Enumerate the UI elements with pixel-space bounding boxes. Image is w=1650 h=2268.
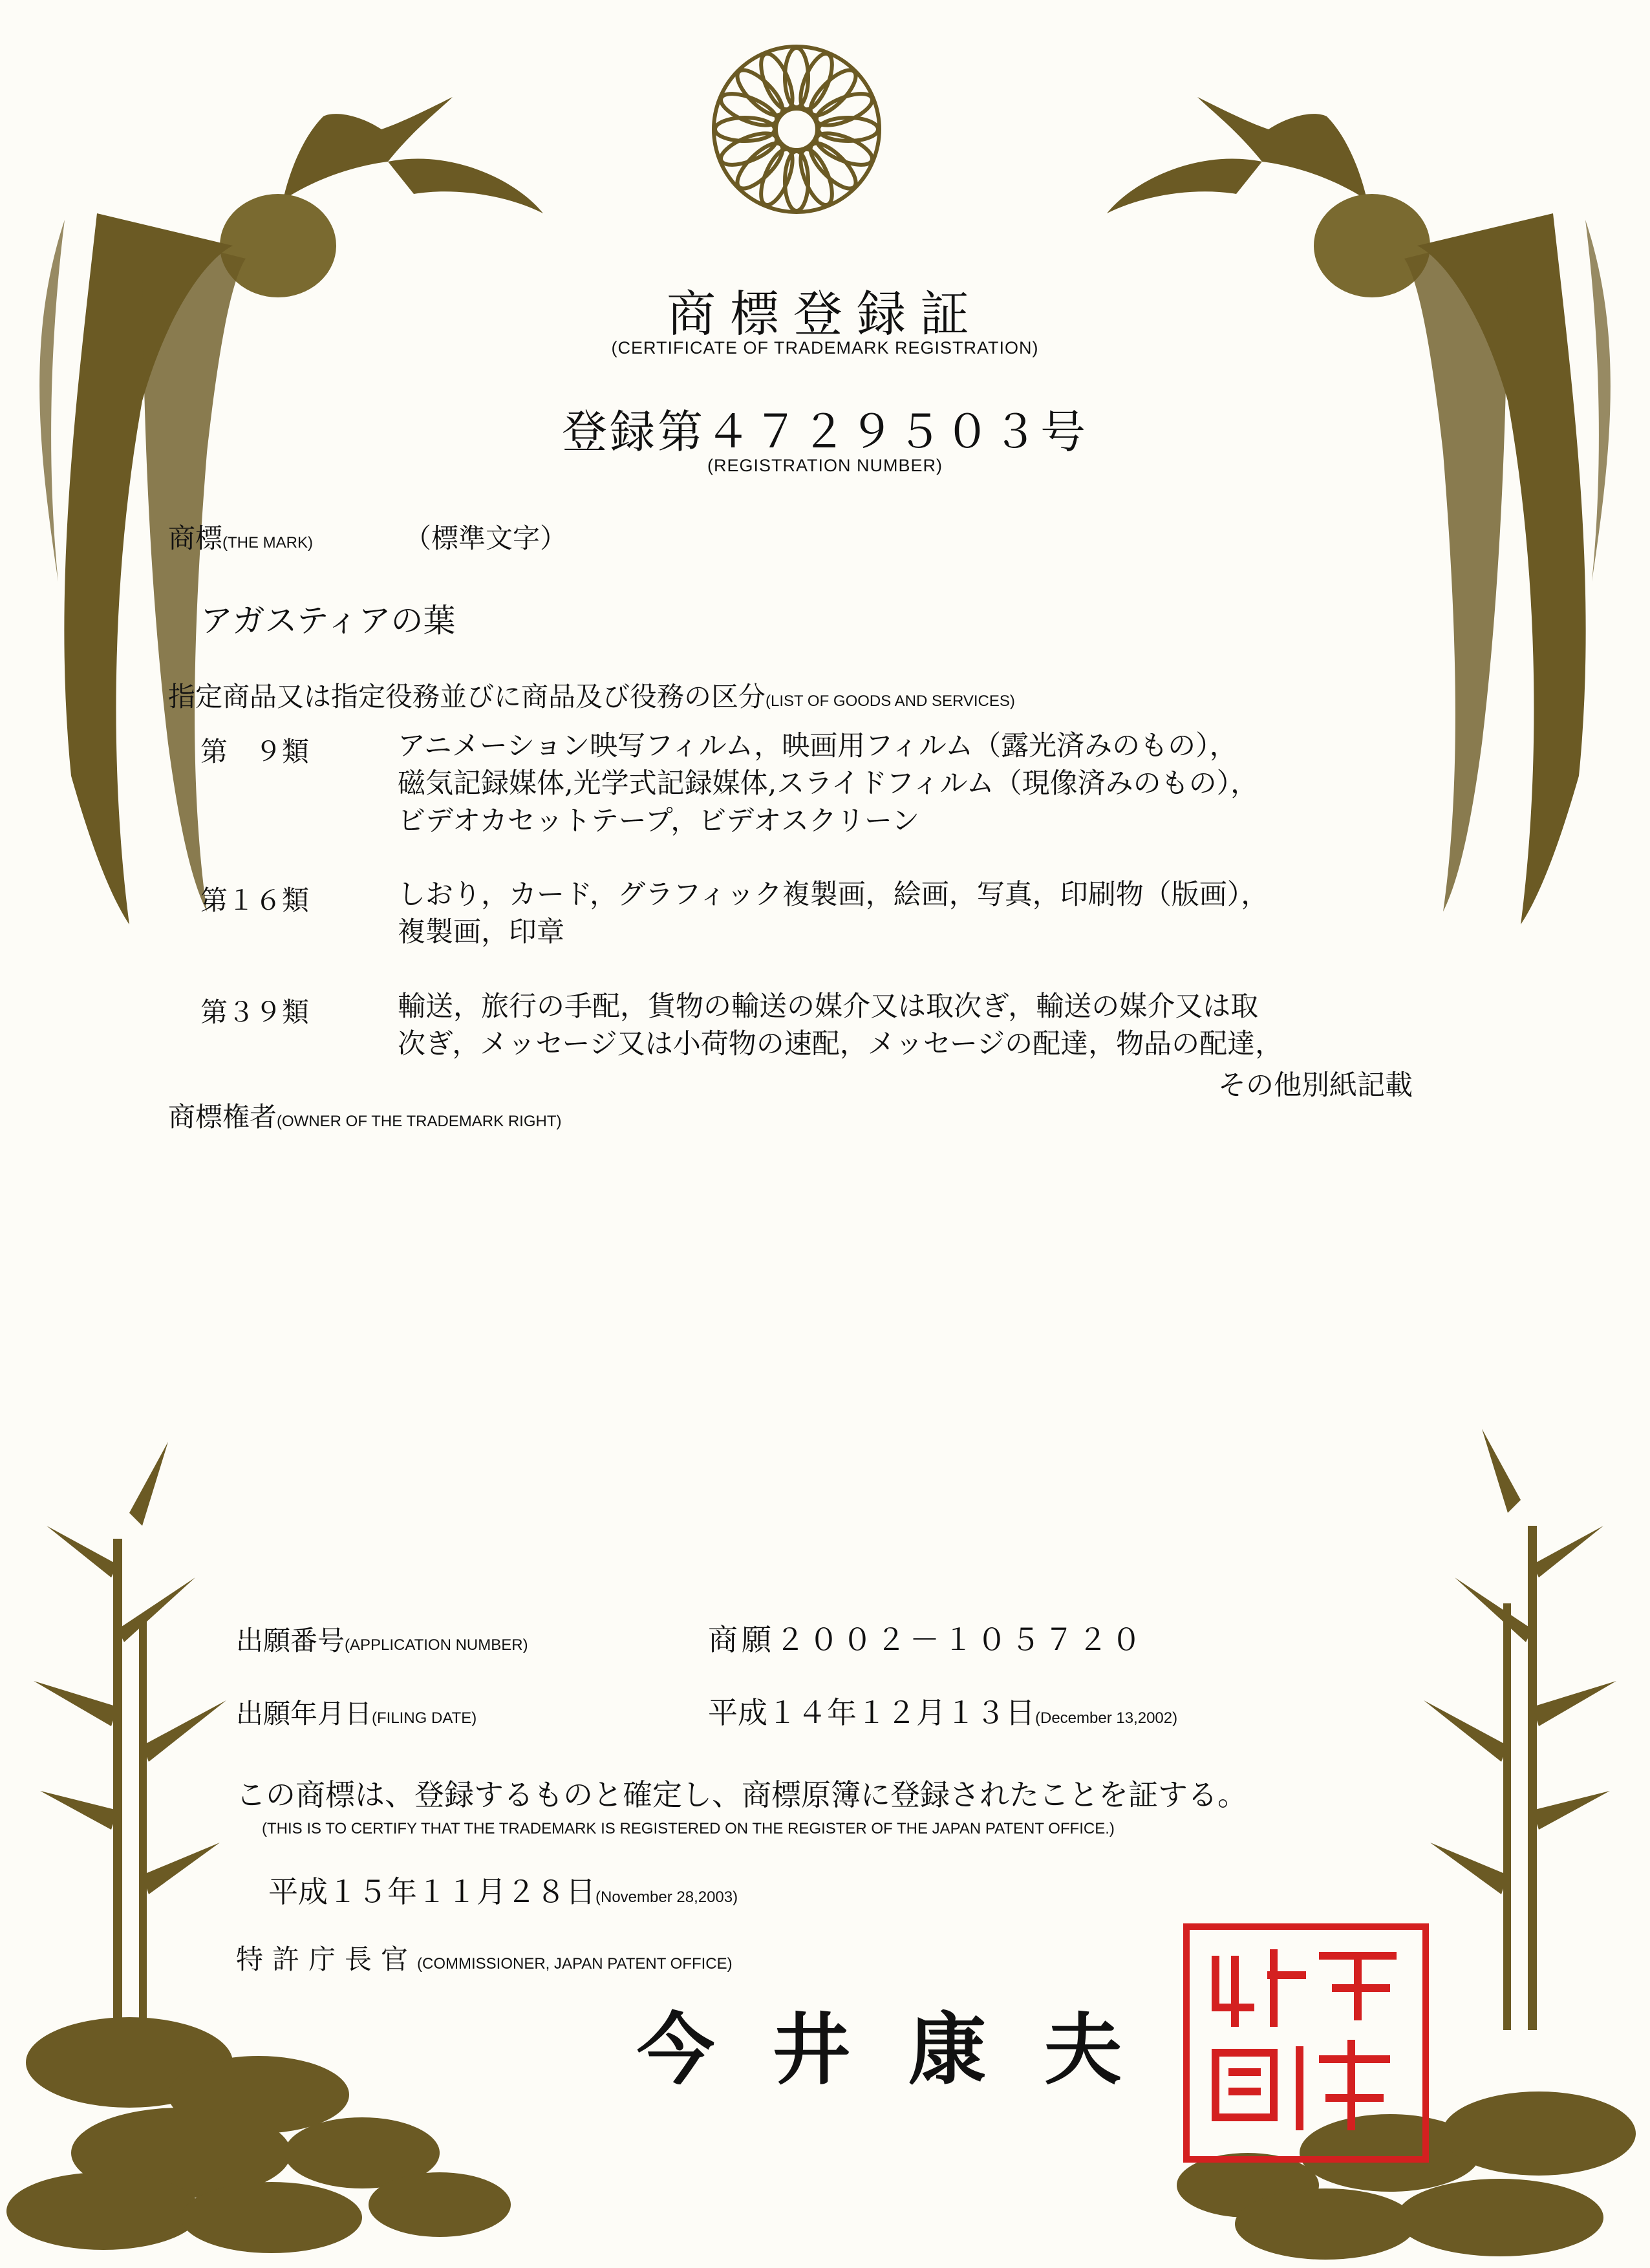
owner-label-en: (OWNER OF THE TRADEMARK RIGHT) bbox=[277, 1113, 562, 1130]
certification-date: 平成１５年１１月２８日 bbox=[268, 1874, 595, 1909]
goods-line: しおり，カード，グラフィック複製画，絵画，写真，印刷物（版画）， bbox=[398, 879, 1269, 911]
certificate-title-en: (CERTIFICATE OF TRADEMARK REGISTRATION) bbox=[611, 338, 1039, 358]
class-goods-list bbox=[398, 988, 1639, 1063]
registration-number: 登録第４７２９５０３号 bbox=[562, 405, 1088, 458]
right-bamboo-icon bbox=[1424, 1429, 1616, 2030]
goods-line: アニメーション映写フィルム，映画用フィルム（露光済みのもの）， bbox=[398, 730, 1238, 762]
commissioner-signature: 今井康夫 bbox=[637, 2004, 1180, 2095]
mark-type: （標準文字） bbox=[404, 522, 568, 554]
application-number-label: 出願番号 bbox=[236, 1625, 345, 1656]
certification-date-en: (November 28,2003) bbox=[595, 1888, 738, 1906]
filing-date-value-en: (December 13,2002) bbox=[1035, 1709, 1178, 1727]
commissioner-label-en: (COMMISSIONER, JAPAN PATENT OFFICE) bbox=[417, 1955, 733, 1973]
owner-row bbox=[168, 1096, 561, 1135]
official-seal bbox=[1183, 1923, 1429, 2163]
certificate-title: 商標登録証 bbox=[667, 285, 983, 343]
class-goods-list bbox=[398, 876, 1639, 951]
mark-label-row bbox=[168, 517, 313, 556]
filing-date-label-en: (FILING DATE) bbox=[372, 1709, 477, 1727]
registration-number-en: (REGISTRATION NUMBER) bbox=[707, 456, 943, 475]
application-number-value: 商願２００２－１０５７２０ bbox=[708, 1622, 1145, 1657]
commissioner-label: 特許庁長官 bbox=[236, 1943, 418, 1975]
class-label: 第１６類 bbox=[200, 884, 310, 916]
filing-date-value-row bbox=[708, 1689, 1177, 1732]
application-number-row bbox=[236, 1620, 528, 1658]
certification-statement-en: (THIS IS TO CERTIFY THAT THE TRADEMARK IS REGISTERED ON THE REGISTER OF THE JAPAN PATENT OFFICE.) bbox=[262, 1820, 1115, 1837]
mark-label: 商標 bbox=[168, 522, 223, 554]
goods-heading: 指定商品又は指定役務並びに商品及び役務の区分 bbox=[168, 681, 766, 712]
filing-date-row bbox=[236, 1693, 477, 1731]
commissioner-row bbox=[236, 1938, 733, 1977]
certification-statement: この商標は、登録するものと確定し、商標原簿に登録されたことを証する。 bbox=[236, 1777, 1247, 1812]
owner-label: 商標権者 bbox=[168, 1101, 277, 1133]
class-goods-list bbox=[398, 727, 1639, 840]
goods-line: 複製画，印章 bbox=[398, 916, 564, 948]
seal-pattern-icon bbox=[1190, 1930, 1422, 2156]
filing-date-label: 出願年月日 bbox=[236, 1698, 372, 1729]
goods-remainder: その他別紙記載 bbox=[1218, 1069, 1413, 1102]
class-label: 第 ９類 bbox=[200, 736, 310, 767]
class-label: 第３９類 bbox=[200, 996, 310, 1028]
left-bamboo-icon bbox=[34, 1442, 226, 2030]
goods-line: 次ぎ，メッセージ又は小荷物の速配，メッセージの配達，物品の配達， bbox=[398, 1028, 1283, 1060]
goods-line: 輸送，旅行の手配，貨物の輸送の媒介又は取次ぎ，輸送の媒介又は取 bbox=[398, 990, 1259, 1023]
goods-heading-row bbox=[168, 676, 1015, 714]
bottom-left-foliage-icon bbox=[6, 2017, 511, 2253]
application-number-label-en: (APPLICATION NUMBER) bbox=[345, 1636, 528, 1654]
filing-date-value: 平成１４年１２月１３日 bbox=[708, 1695, 1035, 1730]
mark-label-en: (THE MARK) bbox=[222, 534, 314, 551]
goods-line: ビデオカセットテープ，ビデオスクリーン bbox=[398, 805, 920, 837]
mark-value: アガスティアの葉 bbox=[200, 602, 456, 639]
goods-heading-en: (LIST OF GOODS AND SERVICES) bbox=[766, 692, 1015, 710]
goods-line: 磁気記録媒体,光学式記録媒体,スライドフィルム（現像済みのもの）， bbox=[398, 767, 1259, 800]
certification-date-row bbox=[268, 1868, 738, 1911]
chrysanthemum-crest-icon bbox=[714, 47, 879, 212]
